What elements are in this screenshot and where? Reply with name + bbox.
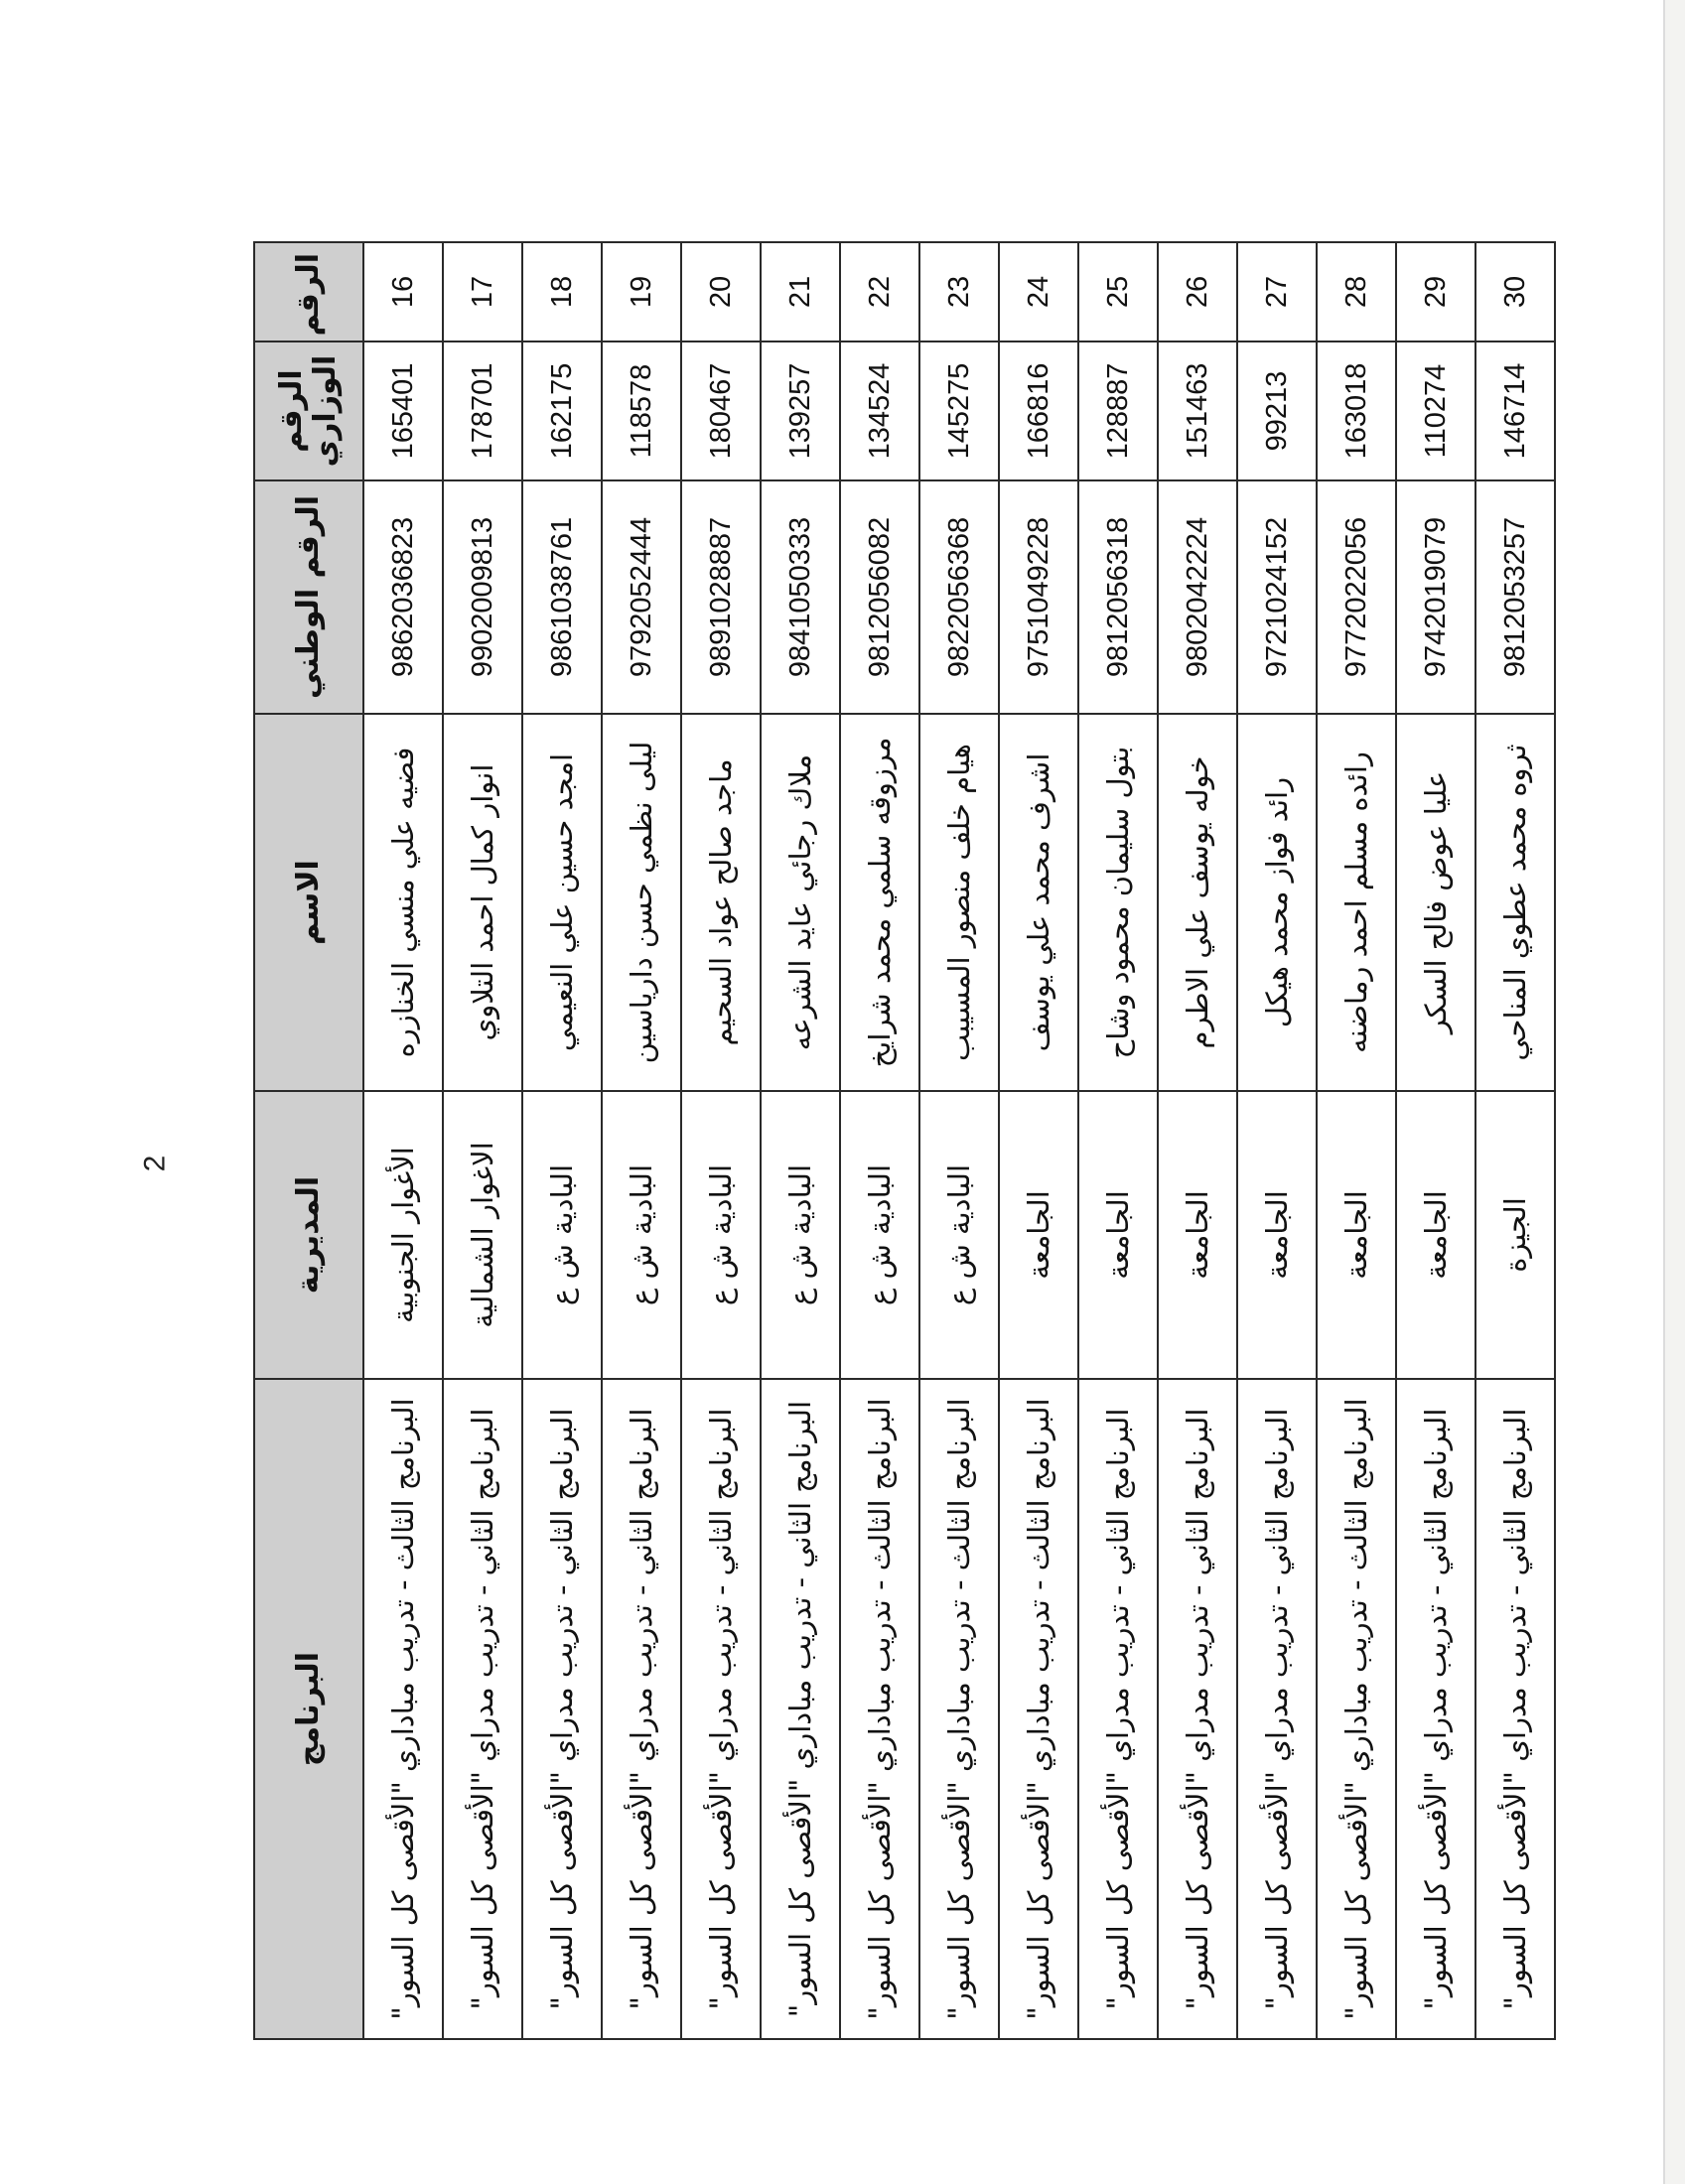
cell-seq: 29 — [1396, 242, 1475, 341]
cell-name: خوله يوسف علي الاطرم — [1158, 714, 1237, 1091]
header-name: الاسم — [254, 714, 363, 1091]
cell-program: البرنامج الثالث - تدريب مباداري "الأقصى كل السور" — [840, 1379, 919, 2039]
header-national-number: الرقم الوطني — [254, 480, 363, 714]
cell-seq: 27 — [1237, 242, 1317, 341]
cell-directorate: الجامعة — [999, 1091, 1078, 1379]
cell-seq: 16 — [363, 242, 443, 341]
cell-name: ليلى نظمي حسن دارياسين — [602, 714, 681, 1091]
cell-name: مرزوقه سلمي محمد شرايخ — [840, 714, 919, 1091]
cell-directorate: الجامعة — [1317, 1091, 1396, 1379]
cell-program: البرنامج الثاني - تدريب مدراي "الأقصى كل السور" — [1475, 1379, 1555, 2039]
table-row — [602, 242, 681, 2039]
cell-name: انوار كمال احمد التلاوي — [443, 714, 522, 1091]
table-row — [840, 242, 919, 2039]
cell-seq: 20 — [681, 242, 761, 341]
table-row — [1317, 242, 1396, 2039]
cell-national-number: 9812053257 — [1475, 480, 1555, 714]
cell-program: البرنامج الثاني - تدريب مدراي "الأقصى كل السور" — [602, 1379, 681, 2039]
cell-program: البرنامج الثاني - تدريب مدراي "الأقصى كل السور" — [522, 1379, 602, 2039]
header-ministry-number: الرقم الوزاري — [254, 341, 363, 480]
cell-name: اشرف محمد علي يوسف — [999, 714, 1078, 1091]
cell-directorate: الأغوار الجنوبية — [363, 1091, 443, 1379]
cell-name: فضيه علي منسي الخنازره — [363, 714, 443, 1091]
cell-program: البرنامج الثالث - تدريب مباداري "الأقصى كل السور" — [1317, 1379, 1396, 2039]
cell-name: عليا عوض فالح السكر — [1396, 714, 1475, 1091]
cell-seq: 19 — [602, 242, 681, 341]
cell-national-number: 9742019079 — [1396, 480, 1475, 714]
cell-name: امجد حسين علي النعيمي — [522, 714, 602, 1091]
table-row — [919, 242, 999, 2039]
cell-national-number: 9792052444 — [602, 480, 681, 714]
cell-directorate: البادية ش ع — [919, 1091, 999, 1379]
cell-directorate: البادية ش ع — [681, 1091, 761, 1379]
header-seq: الرقم — [254, 242, 363, 341]
header-directorate: المديرية — [254, 1091, 363, 1379]
cell-directorate: الاغوار الشمالية — [443, 1091, 522, 1379]
cell-seq: 21 — [761, 242, 840, 341]
cell-seq: 17 — [443, 242, 522, 341]
cell-ministry-number: 145275 — [919, 341, 999, 480]
cell-directorate: البادية ش ع — [840, 1091, 919, 1379]
cell-program: البرنامج الثاني - تدريب مدراي "الأقصى كل السور" — [1237, 1379, 1317, 2039]
cell-directorate: البادية ش ع — [602, 1091, 681, 1379]
cell-seq: 24 — [999, 242, 1078, 341]
cell-seq: 28 — [1317, 242, 1396, 341]
cell-ministry-number: 134524 — [840, 341, 919, 480]
cell-program: البرنامج الثاني - تدريب مدراي "الأقصى كل السور" — [1396, 1379, 1475, 2039]
header-program: البرنامج — [254, 1379, 363, 2039]
cell-ministry-number: 128887 — [1078, 341, 1158, 480]
cell-program: البرنامج الثاني - تدريب مدراي "الأقصى كل السور" — [681, 1379, 761, 2039]
table-row — [999, 242, 1078, 2039]
cell-national-number: 9861038761 — [522, 480, 602, 714]
cell-seq: 18 — [522, 242, 602, 341]
cell-seq: 22 — [840, 242, 919, 341]
cell-ministry-number: 178701 — [443, 341, 522, 480]
cell-directorate: البادية ش ع — [522, 1091, 602, 1379]
cell-directorate: الجامعة — [1396, 1091, 1475, 1379]
cell-seq: 25 — [1078, 242, 1158, 341]
table-header-row — [254, 242, 363, 2039]
table-row — [443, 242, 522, 2039]
cell-national-number: 9802042224 — [1158, 480, 1237, 714]
cell-national-number: 9812056082 — [840, 480, 919, 714]
records-table — [253, 241, 1556, 2040]
table-row — [363, 242, 443, 2039]
cell-ministry-number: 146714 — [1475, 341, 1555, 480]
cell-national-number: 9891028887 — [681, 480, 761, 714]
table-row — [1078, 242, 1158, 2039]
cell-national-number: 9812056318 — [1078, 480, 1158, 714]
cell-national-number: 9902009813 — [443, 480, 522, 714]
cell-ministry-number: 110274 — [1396, 341, 1475, 480]
cell-program: البرنامج الثاني - تدريب مدراي "الأقصى كل السور" — [1078, 1379, 1158, 2039]
cell-directorate: البادية ش ع — [761, 1091, 840, 1379]
table-row — [1396, 242, 1475, 2039]
cell-name: هيام خلف منصور المسيبب — [919, 714, 999, 1091]
cell-name: بتول سليمان محمود وشاح — [1078, 714, 1158, 1091]
cell-program: البرنامج الثاني - تدريب مباداري "الأقصى كل السور" — [761, 1379, 840, 2039]
cell-ministry-number: 99213 — [1237, 341, 1317, 480]
cell-directorate: الجامعة — [1078, 1091, 1158, 1379]
cell-directorate: الجامعة — [1237, 1091, 1317, 1379]
table-row — [1237, 242, 1317, 2039]
cell-name: ملاك رجائي عايد الشرعه — [761, 714, 840, 1091]
cell-directorate: الجامعة — [1158, 1091, 1237, 1379]
cell-seq: 30 — [1475, 242, 1555, 341]
cell-name: رائد فواز محمد هيكل — [1237, 714, 1317, 1091]
cell-ministry-number: 118578 — [602, 341, 681, 480]
rotated-table-container — [253, 243, 1532, 2040]
cell-program: البرنامج الثالث - تدريب مباداري "الأقصى كل السور" — [919, 1379, 999, 2039]
cell-program: البرنامج الثالث - تدريب مباداري "الأقصى كل السور" — [999, 1379, 1078, 2039]
cell-directorate: الجيزة — [1475, 1091, 1555, 1379]
cell-program: البرنامج الثاني - تدريب مدراي "الأقصى كل السور" — [443, 1379, 522, 2039]
cell-ministry-number: 180467 — [681, 341, 761, 480]
table-row — [1475, 242, 1555, 2039]
cell-national-number: 9721024152 — [1237, 480, 1317, 714]
cell-program: البرنامج الثالث - تدريب مباداري "الأقصى كل السور" — [363, 1379, 443, 2039]
cell-ministry-number: 165401 — [363, 341, 443, 480]
cell-name: ماجد صالح عواد السحيم — [681, 714, 761, 1091]
cell-national-number: 9862036823 — [363, 480, 443, 714]
cell-ministry-number: 162175 — [522, 341, 602, 480]
page-number: 2 — [138, 1155, 172, 1172]
cell-national-number: 9841050333 — [761, 480, 840, 714]
cell-seq: 26 — [1158, 242, 1237, 341]
table-row — [522, 242, 602, 2039]
cell-ministry-number: 163018 — [1317, 341, 1396, 480]
table-row — [681, 242, 761, 2039]
table-row — [1158, 242, 1237, 2039]
cell-seq: 23 — [919, 242, 999, 341]
cell-name: رائده مسلم احمد رماضنه — [1317, 714, 1396, 1091]
table-row — [761, 242, 840, 2039]
cell-program: البرنامج الثاني - تدريب مدراي "الأقصى كل السور" — [1158, 1379, 1237, 2039]
cell-name: ثروه محمد عطوي المناحي — [1475, 714, 1555, 1091]
cell-ministry-number: 151463 — [1158, 341, 1237, 480]
cell-ministry-number: 166816 — [999, 341, 1078, 480]
cell-national-number: 9772022056 — [1317, 480, 1396, 714]
cell-national-number: 9751049228 — [999, 480, 1078, 714]
cell-national-number: 9822056368 — [919, 480, 999, 714]
cell-ministry-number: 139257 — [761, 341, 840, 480]
